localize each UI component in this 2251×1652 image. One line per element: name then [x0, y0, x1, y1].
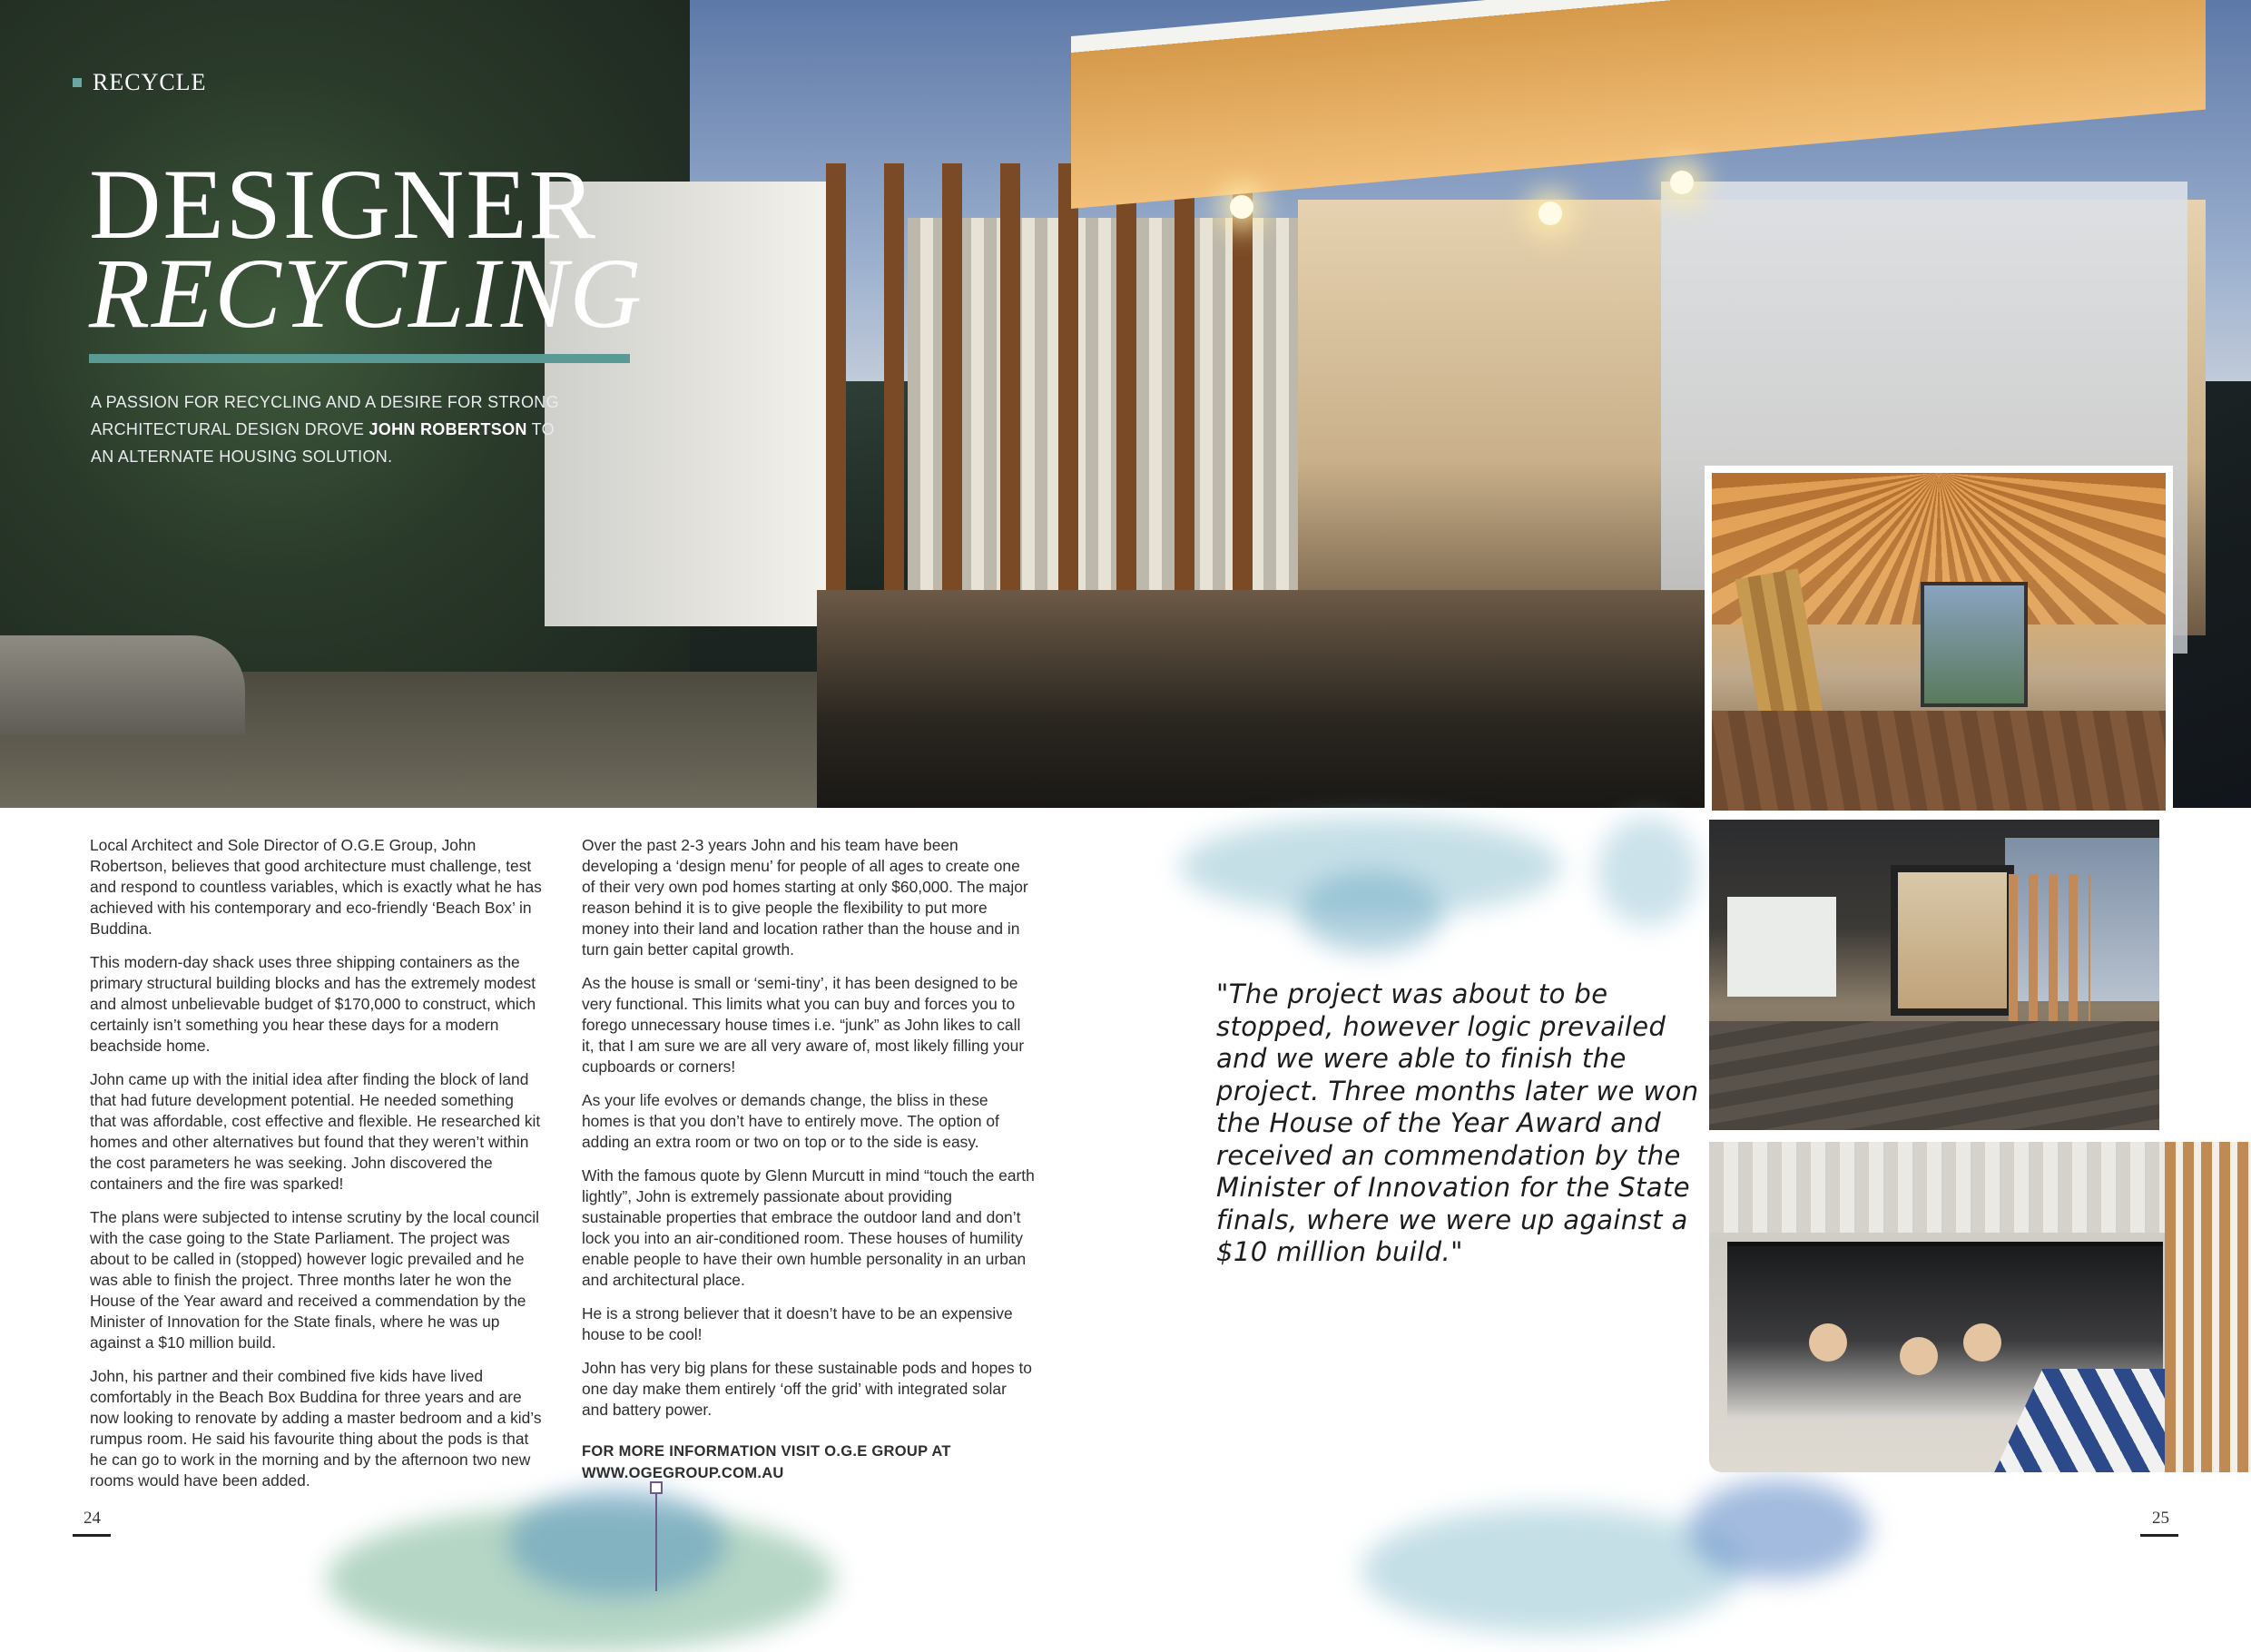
body-paragraph: The plans were subjected to intense scrutiny by the local council with the case going to the State Parliament. The project was about to be called in (stopped) however logic prevailed and he was able to finish the project. Three months later he won the House of the Year award and received a commendation by the Minister of Innovation for the State finals, where he was up against a $10 million build. — [90, 1208, 539, 1352]
body-paragraph: John came up with the initial idea after finding the block of land that had future development potential. He needed something that was affordable, cost effective and flexible. He researched kit homes and other alternatives but found that they weren’t within the cost parameters he was seeking. John discovered the containers and the fire was sparked! — [90, 1070, 541, 1193]
standfirst — [91, 388, 563, 470]
body-paragraph: As your life evolves or demands change, the bliss in these homes is that you don’t have to entirely move. The option of adding an extra room or two on top or to the side is easy. — [582, 1091, 999, 1151]
page-rule-left — [73, 1534, 111, 1537]
body-column-2 — [582, 835, 1036, 1497]
standfirst-before: A PASSION FOR RECYCLING AND A DESIRE FOR STRONG ARCHITECTURAL DESIGN DROVE — [91, 393, 559, 438]
title-line-1: DESIGNER — [89, 149, 597, 260]
photo2-window-frame — [1891, 865, 2014, 1016]
body-column-1 — [90, 835, 544, 1504]
more-info-link[interactable]: FOR MORE INFORMATION VISIT O.G.E GROUP AT WWW.OGEGROUP.COM.AU — [582, 1443, 951, 1481]
photo3-child — [1963, 1323, 2001, 1362]
photo2-artwork — [1727, 897, 1836, 997]
watercolor-splash — [1597, 817, 1697, 926]
photo3-child — [1900, 1337, 1938, 1375]
section-tag — [73, 69, 206, 96]
section-square-icon — [73, 78, 82, 87]
inset-photo-hallway — [1705, 466, 2173, 818]
photo-deck-interior — [1709, 820, 2159, 1130]
hero-timber-slats — [826, 163, 1280, 635]
title-rule — [89, 354, 630, 363]
body-paragraph: John has very big plans for these sustainable pods and hopes to one day make them entirely ‘off the grid’ with integrated solar and battery power. — [582, 1359, 1032, 1419]
section-label: RECYCLE — [93, 69, 207, 95]
body-paragraph: Over the past 2-3 years John and his team have been developing a ‘design menu’ for people of all ages to create one of their very own pod homes starting at only $60,000. The major reason behind it is to give people the flexibility to put more money into their land and location rather than the house and in turn gain better capital growth. — [582, 836, 1028, 959]
hero-planter — [0, 635, 245, 735]
photo2-slats — [2009, 874, 2090, 1028]
body-paragraph: This modern-day shack uses three shipping containers as the primary structural building blocks and has the extremely modest and almost unbelievable budget of $170,000 to construct, which certainly isn’t something you hear these days for a modern beachside home. — [90, 953, 536, 1055]
watercolor-splash — [508, 1489, 726, 1598]
spine-line — [655, 1485, 657, 1591]
hero-light — [1538, 202, 1562, 225]
photo3-child — [1809, 1323, 1847, 1362]
body-paragraph: He is a strong believer that it doesn’t have to be an expensive house to be cool! — [582, 1304, 1013, 1343]
photo3-timber — [2165, 1142, 2251, 1472]
standfirst-after: TO AN ALTERNATE HOUSING SOLUTION. — [91, 420, 555, 466]
photo2-deck — [1709, 1021, 2159, 1130]
watercolor-splash — [1688, 1480, 1870, 1579]
body-paragraph: Local Architect and Sole Director of O.G.E Group, John Robertson, believes that good architecture must challenge, test and respond to countless variables, which is exactly what he has achieved with his contemporary and eco-friendly ‘Beach Box’ in Buddina. — [90, 836, 542, 938]
hero-light — [1670, 171, 1694, 194]
body-paragraph: With the famous quote by Glenn Murcutt in mind “touch the earth lightly”, John is extremely passionate about providing sustainable properties that embrace the outdoor land and don’t lock you into an air-conditioned room. These houses of humility enable people to have their own humble personality in an urban and architectural place. — [582, 1166, 1035, 1289]
watercolor-splash — [1361, 1507, 1743, 1634]
standfirst-name: JOHN ROBERTSON — [369, 420, 527, 438]
inset-floor — [1712, 711, 2166, 811]
hero-light — [1230, 195, 1253, 219]
title-line-2: RECYCLING — [89, 238, 644, 349]
page-number-right: 25 — [2152, 1509, 2169, 1528]
photo-kids-window — [1709, 1142, 2251, 1472]
watercolor-splash — [1298, 871, 1443, 953]
body-paragraph: As the house is small or ‘semi-tiny’, it has been designed to be very functional. This limits what you can buy and forces you to forego unnecessary house times i.e. “junk” as John likes to call it, that I am sure we are all very aware of, most likely filling your cupboards or corners! — [582, 974, 1025, 1076]
inset-window — [1921, 582, 2028, 707]
body-paragraph: John, his partner and their combined five kids have lived comfortably in the Beach Box Buddina for three years and are now looking to renovate by adding a master bedroom and a kid’s rumpus room. He said his favourite thing about the pods is that he can go to work in the morning and by the afternoon two new rooms would have been added. — [90, 1367, 542, 1490]
pull-quote: "The project was about to be stopped, however logic prevailed and we were able to finish the project. Three months later we won the House of the Year Award and received an commendation by the Minister of Innovation for the State finals, where we were up against a $10 million build." — [1216, 978, 1699, 1267]
page-number-left: 24 — [84, 1509, 101, 1528]
spine-marker — [650, 1481, 663, 1494]
page-rule-right — [2140, 1534, 2178, 1537]
